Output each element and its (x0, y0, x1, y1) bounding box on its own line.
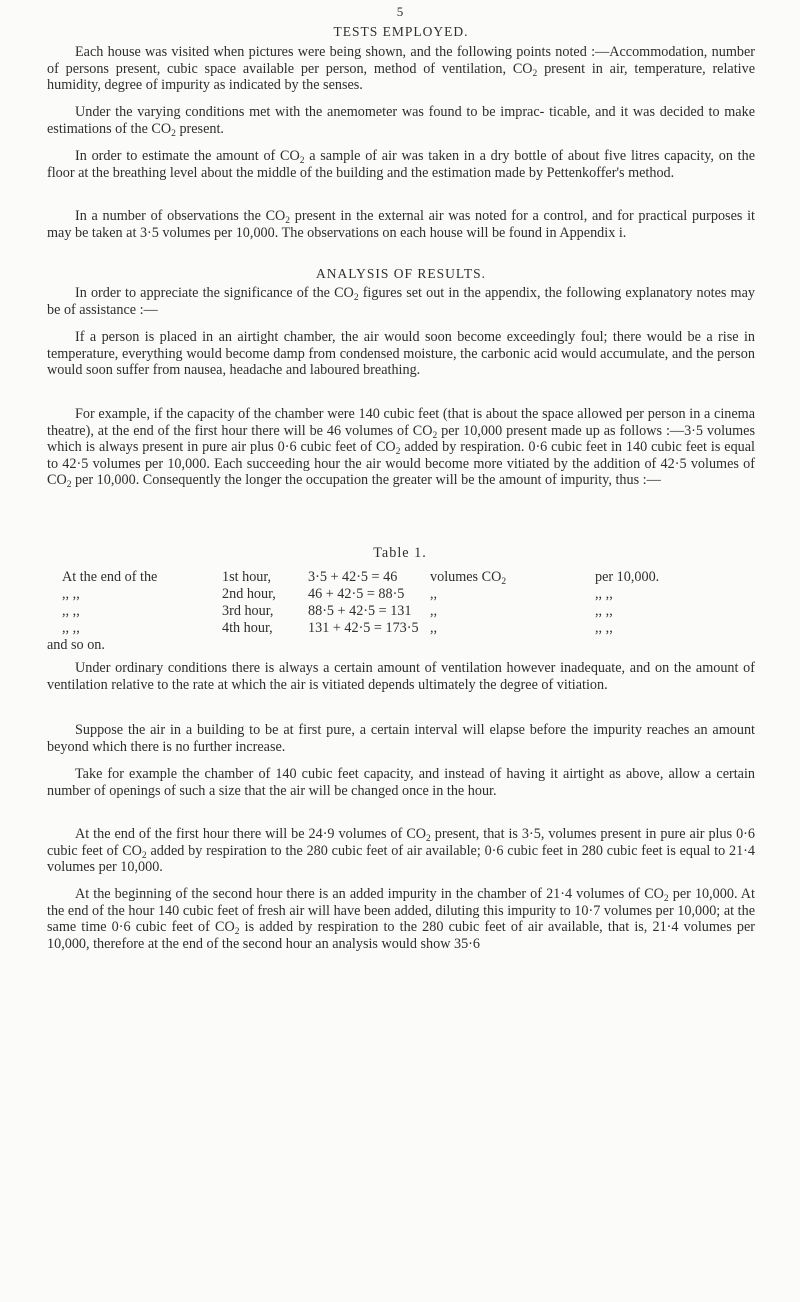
table-row: ,, ,, 4th hour, 131 + 42·5 = 173·5 ,, ,, ,, (62, 620, 613, 636)
table-title: Table 1. (373, 545, 427, 561)
heading-tests-employed: TESTS EMPLOYED. (333, 24, 469, 39)
paragraph-control: In a number of observations the $CO_2$ present in the external air was noted for a control, and for practical purposes it may be taken at 3·5 volumes per 10,000. The observations on each house will be found in Appendix i. (47, 208, 755, 241)
paragraph-anemometer: Under the varying conditions met with the anemometer was found to be imprac- ticable, and it was decided to make estimations of the $CO_2$ present. (47, 104, 755, 139)
table-footer: and so on. (47, 637, 105, 653)
paragraph-airtight-chamber: If a person is placed in an airtight chamber, the air would soon become exceedingly foul; there would be a rise in temperature, everything would become damp from condensed moisture, the carbonic acid would accumulate, and the person would soon suffer from nausea, headache and laboured breathing. (47, 329, 755, 379)
paragraph-ordinary-conditions: Under ordinary conditions there is always a certain amount of ventilation however inadequate, and on the amount of ventilation relative to the rate at which the air is vitiated depends ultimately the degree of vitiation. (47, 660, 755, 693)
table-row: ,, ,, 3rd hour, 88·5 + 42·5 = 131 ,, ,, ,, (62, 603, 613, 619)
paragraph-example-capacity: For example, if the capacity of the chamber were 140 cubic feet (that is about the space allowed per person in a cinema theatre), at the end of the first hour there will be 46 volumes of $CO_2$ per 10,000 present made up as follows :—3·5 volumes which is always present in pure air plus 0·6 cubic feet of $CO_2$ added by respiration. 0·6 cubic feet in 140 cubic feet is equal to 42·5 volumes per 10,000. Each succeeding hour the air would become more vitiated by the addition of 42·5 volumes of $CO_2$ per 10,000. Consequently the longer the occupation the greater will be the amount of impurity, thus :— (47, 406, 755, 491)
paragraph-explanatory: In order to appreciate the significance of the $CO_2$ figures set out in the appendix, the following explanatory notes may be of assistance :— (47, 285, 755, 318)
heading-analysis-of-results: ANALYSIS OF RESULTS. (315, 266, 487, 281)
paragraph-visits: Each house was visited when pictures were being shown, and the following points noted :—Accommodation, number of persons present, cubic space available per person, method of ventilation, $CO_2$ present in air, temperature, relative humidity, degree of impurity as indicated by the senses. (47, 44, 755, 94)
table-row: At the end of the 1st hour, 3·5 + 42·5 = 46 volumes $CO_2$ per 10,000. (62, 569, 660, 587)
paragraph-sampling: In order to estimate the amount of $CO_2$ a sample of air was taken in a dry bottle of about five litres capacity, on the floor at the breathing level about the middle of the building and the estimation made by Pettenkoffer's method. (47, 148, 755, 181)
paragraph-second-hour: At the beginning of the second hour there is an added impurity in the chamber of 21·4 volumes of $CO_2$ per 10,000. At the end of the hour 140 cubic feet of fresh air will have been added, diluting this impurity to 10·7 volumes per 10,000; at the same time 0·6 cubic feet of $CO_2$ is added by respiration to the 280 cubic feet of air available, that is, 21·4 volumes per 10,000, therefore at the end of the second hour an analysis would show 35·6 (47, 886, 755, 952)
table-row: ,, ,, 2nd hour, 46 + 42·5 = 88·5 ,, ,, ,, (62, 586, 613, 602)
paragraph-take-example: Take for example the chamber of 140 cubic feet capacity, and instead of having it airtight as above, allow a certain number of openings of such a size that the air will be changed once in the hour. (47, 766, 755, 799)
page-number: 5 (396, 4, 404, 19)
paragraph-first-hour: At the end of the first hour there will be 24·9 volumes of $CO_2$ present, that is 3·5, volumes present in pure air plus 0·6 cubic feet of $CO_2$ added by respiration to the 280 cubic feet of air available; 0·6 cubic feet in 280 cubic feet is equal to 21·4 volumes per 10,000. (47, 826, 756, 876)
paragraph-suppose-air: Suppose the air in a building to be at first pure, a certain interval will elapse before the impurity reaches an amount beyond which there is no further increase. (47, 722, 755, 755)
